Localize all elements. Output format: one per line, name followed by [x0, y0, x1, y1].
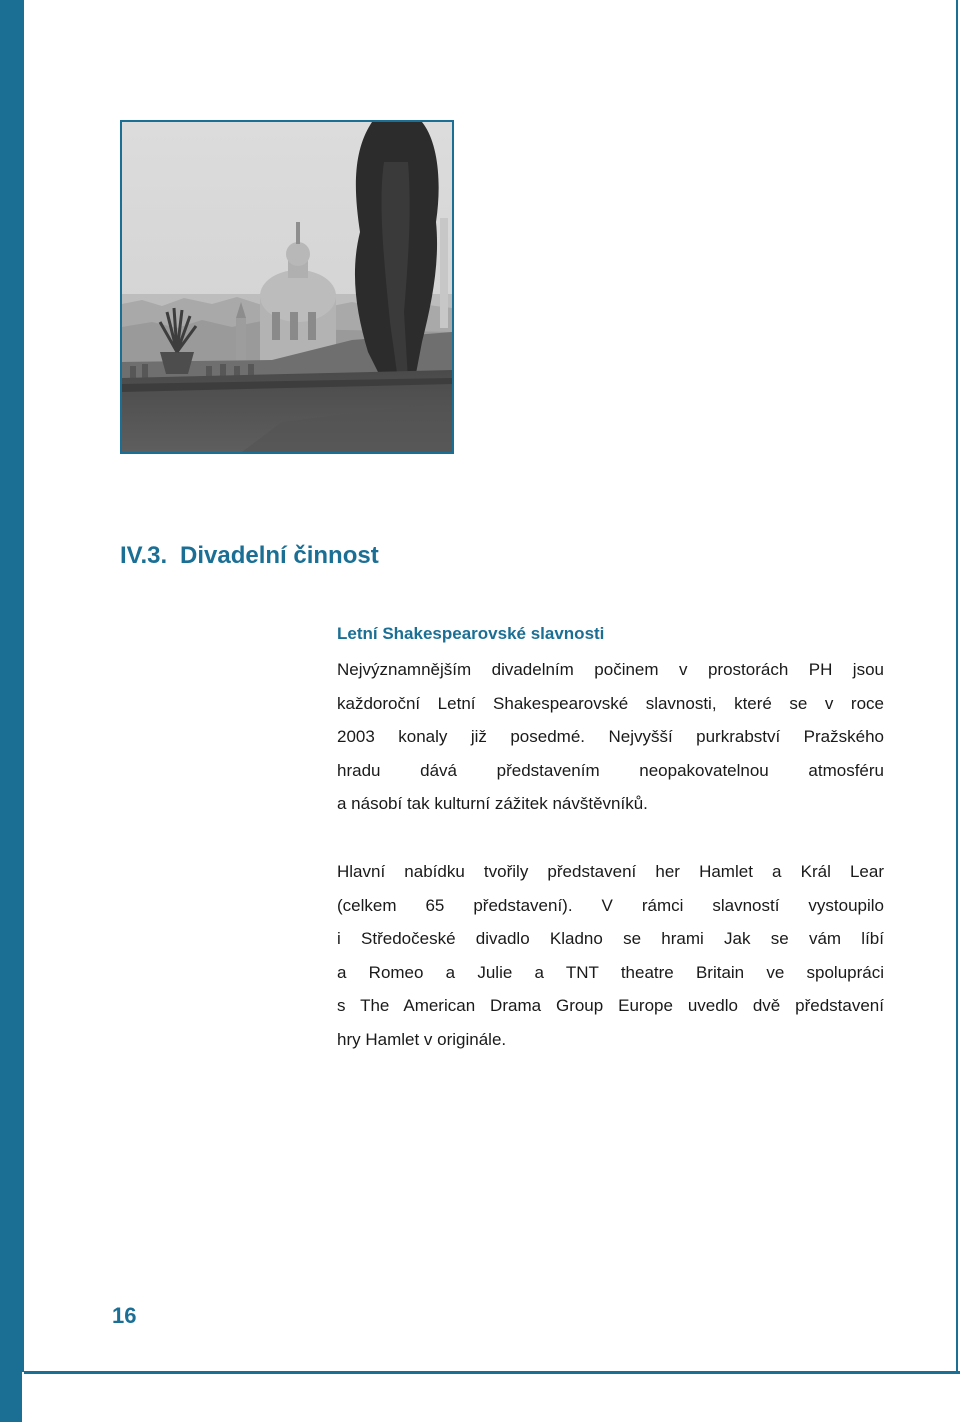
paragraph-line: a násobí tak kulturní zážitek návštěvníků. [337, 794, 648, 814]
prague-cityscape-photo [120, 120, 454, 454]
paragraph-program [337, 855, 884, 1057]
paragraph-line: (celkem 65 představení). V rámci slavností vystoupilo [337, 895, 884, 915]
paragraph-line: každoroční Letní Shakespearovské slavnosti, které se v roce [337, 693, 884, 713]
paragraph-line: s The American Drama Group Europe uvedlo dvě představení [337, 996, 884, 1016]
paragraph-intro [337, 653, 884, 821]
right-border-rule [956, 0, 958, 1372]
left-border-rule [22, 0, 24, 1372]
paragraph-line: Nejvýznamnějším divadelním počinem v prostorách PH jsou [337, 660, 884, 679]
paragraph-line: a Romeo a Julie a TNT theatre Britain ve spolupráci [337, 962, 884, 982]
section-number: IV.3. [120, 542, 168, 569]
paragraph-line: hry Hamlet v originále. [337, 1029, 507, 1049]
section-title-text: Divadelní činnost [180, 542, 379, 569]
paragraph-line: hradu dává představením neopakovatelnou atmosféru [337, 760, 884, 780]
section-title [120, 542, 379, 570]
subsection-heading: Letní Shakespearovské slavnosti [337, 624, 605, 643]
photo-illustration [122, 122, 452, 452]
bottom-border-rule [24, 1371, 960, 1374]
paragraph-line: i Středočeské divadlo Kladno se hrami Jak se vám líbí [337, 929, 884, 949]
paragraph-line: 2003 konaly již posedmé. Nejvyšší purkrabství Pražského [337, 727, 884, 747]
page-number: 16 [112, 1303, 137, 1328]
paragraph-line: Hlavní nabídku tvořily představení her Hamlet a Král Lear [337, 862, 884, 881]
left-accent-bar [0, 0, 22, 1422]
